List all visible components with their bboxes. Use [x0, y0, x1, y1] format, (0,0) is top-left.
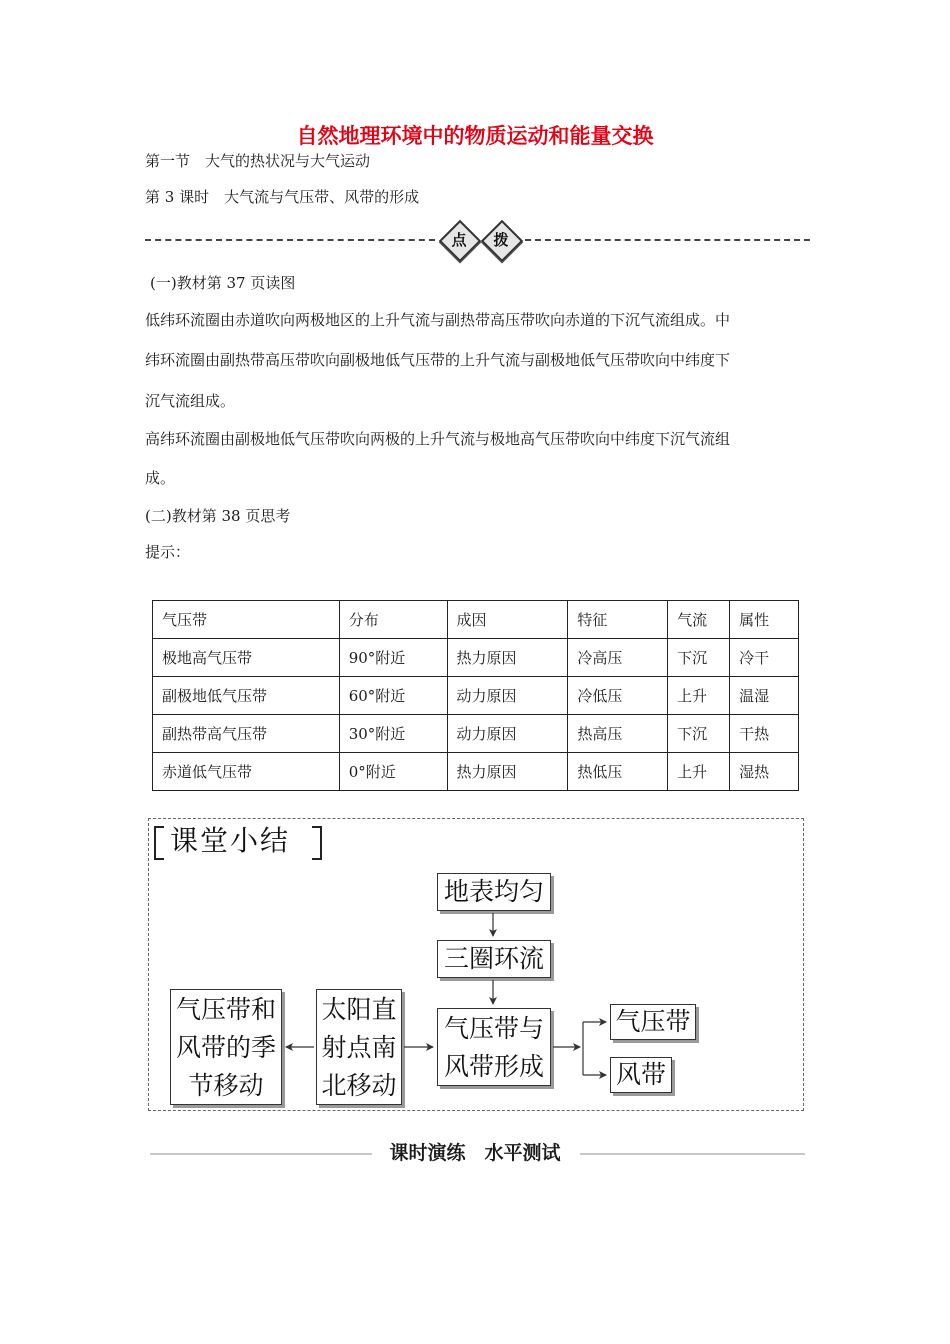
table-cell: 极地高气压带 [153, 639, 340, 677]
flow-box-text: 太阳直 [321, 995, 397, 1024]
flow-box-text: 气压带 [615, 1007, 691, 1036]
part2-heading: (二)教材第 38 页思考 [145, 507, 291, 525]
flow-box-text: 气压带与 [443, 1014, 544, 1043]
table-cell: 副热带高气压带 [153, 715, 340, 753]
flow-box-text: 射点南 [321, 1033, 397, 1062]
part1-line: 低纬环流圈由赤道吹向两极地区的上升气流与副热带高压带吹向赤道的下沉气流组成。中 [145, 311, 731, 329]
table-cell: 温湿 [730, 677, 799, 715]
table-header-cell: 气流 [668, 601, 730, 639]
table-cell: 热力原因 [447, 639, 568, 677]
table-cell: 90°附近 [339, 639, 447, 677]
flow-box-text: 北移动 [321, 1071, 397, 1100]
table-cell: 干热 [730, 715, 799, 753]
part1-line: 高纬环流圈由副极地低气压带吹向两极的上升气流与极地高气压带吹向中纬度下沉气流组 [145, 430, 731, 448]
table-cell: 30°附近 [339, 715, 447, 753]
table-header-cell: 分布 [339, 601, 447, 639]
table-header-cell: 气压带 [153, 601, 340, 639]
footer-title: 课时演练 水平测试 [389, 1142, 561, 1164]
table-cell: 热高压 [568, 715, 668, 753]
flow-box-text: 地表均匀 [443, 877, 544, 906]
document-title: 自然地理环境中的物质运动和能量交换 [296, 124, 654, 148]
table-cell: 上升 [668, 677, 730, 715]
hint-label: 提示： [145, 543, 191, 561]
table-cell: 动力原因 [447, 715, 568, 753]
flow-box-text: 节移动 [188, 1071, 264, 1100]
flow-box-text: 风带的季 [175, 1033, 276, 1062]
table-cell: 上升 [668, 753, 730, 791]
badge-label-2: 拨 [493, 231, 509, 249]
part1-heading: (一)教材第 37 页读图 [150, 274, 296, 292]
part1-line: 成。 [145, 469, 176, 487]
table-cell: 冷高压 [568, 639, 668, 677]
part1-line: 纬环流圈由副热带高压带吹向副极地低气压带的上升气流与副极地低气压带吹向中纬度下 [145, 351, 731, 369]
table-cell: 冷低压 [568, 677, 668, 715]
lesson-heading: 第 3 课时 大气流与气压带、风带的形成 [145, 188, 420, 206]
table-cell: 下沉 [668, 639, 730, 677]
table-cell: 60°附近 [339, 677, 447, 715]
table-cell: 副极地低气压带 [153, 677, 340, 715]
flow-box-text: 风带 [615, 1060, 666, 1089]
summary-title: 课堂小结 [170, 824, 291, 857]
badge-label-1: 点 [451, 231, 467, 249]
table-cell: 热力原因 [447, 753, 568, 791]
part1-line: 沉气流组成。 [145, 392, 236, 410]
section-heading: 第一节 大气的热状况与大气运动 [145, 152, 371, 170]
table-cell: 赤道低气压带 [153, 753, 340, 791]
flow-box-text: 气压带和 [175, 995, 276, 1024]
table-cell: 湿热 [730, 753, 799, 791]
table-header-cell: 成因 [447, 601, 568, 639]
table-cell: 下沉 [668, 715, 730, 753]
table-cell: 冷干 [730, 639, 799, 677]
table-cell: 动力原因 [447, 677, 568, 715]
flow-box-text: 三圈环流 [443, 944, 544, 973]
table-cell: 热低压 [568, 753, 668, 791]
table-header-cell: 特征 [568, 601, 668, 639]
flow-box-text: 风带形成 [443, 1052, 544, 1081]
table-cell: 0°附近 [339, 753, 447, 791]
table-header-cell: 属性 [730, 601, 799, 639]
